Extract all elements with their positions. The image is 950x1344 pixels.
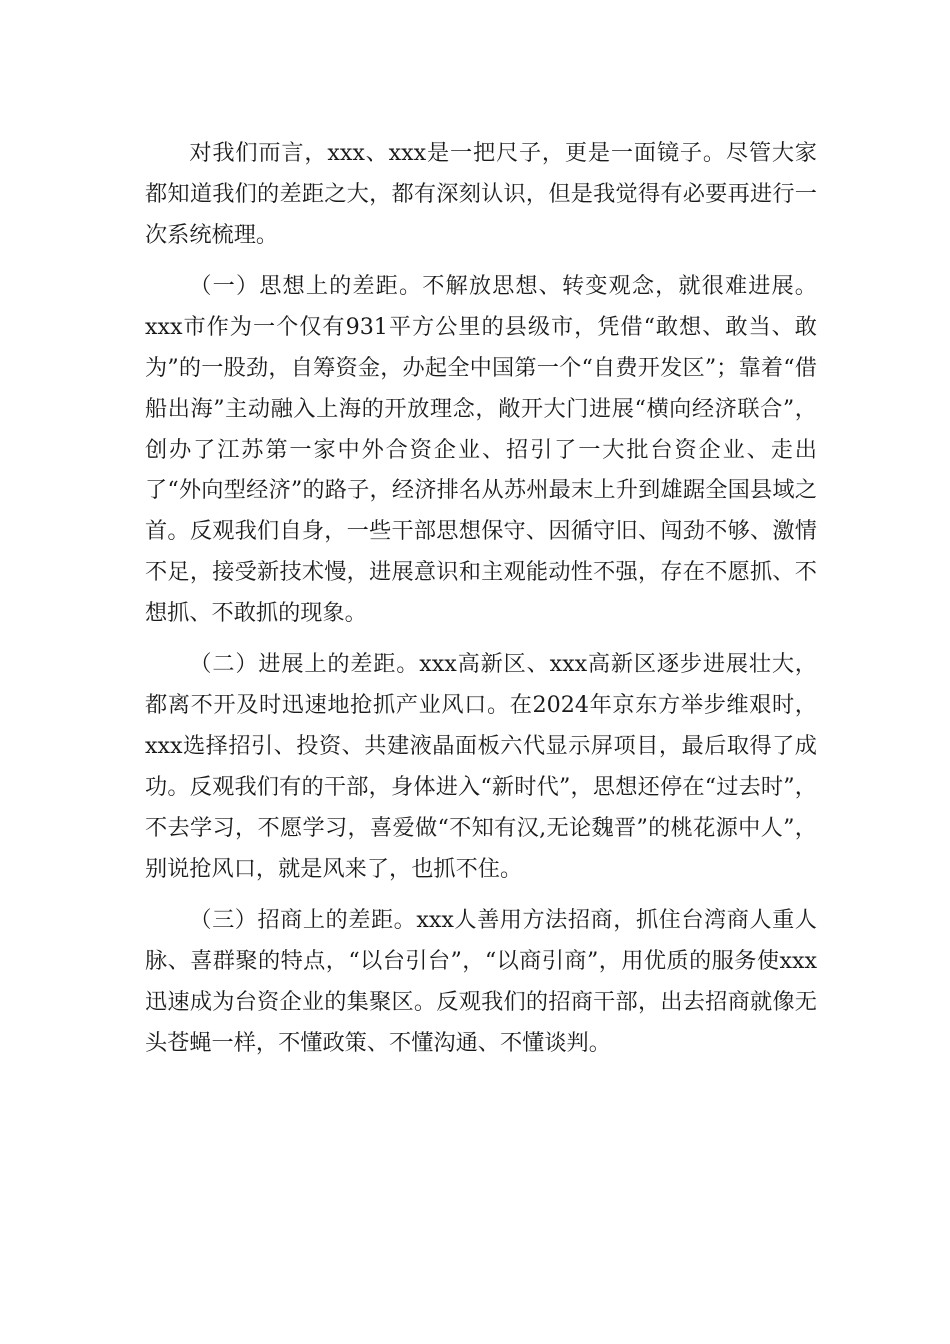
- document-body: [145, 133, 817, 1074]
- paragraph-intro: 对我们而言，xxx、xxx是一把尺子，更是一面镜子。尽管大家都知道我们的差距之大，都有深刻认识，但是我觉得有必要再进行一次系统梳理。: [145, 140, 817, 248]
- paragraph-development-gap: （二）进展上的差距。xxx高新区、xxx高新区逐步进展壮大，都离不开及时迅速地抢抓产业风口。在2024年京东方举步维艰时，xxx选择招引、投资、共建液晶面板六代显示屏项目，最后取得了成功。反观我们有的干部，身体进入“新时代”，思想还停在“过去时”，不去学习，不愿学习，喜爱做“不知有汉,无论魏晋”的桃花源中人”，别说抢风口，就是风来了，也抓不住。: [145, 651, 817, 882]
- paragraph-investment-gap: （三）招商上的差距。xxx人善用方法招商，抓住台湾商人重人脉、喜群聚的特点，“以台引台”，“以商引商”，用优质的服务使xxx迅速成为台资企业的集聚区。反观我们的招商干部，出去招商就像无头苍蝇一样，不懂政策、不懂沟通、不懂谈判。: [145, 906, 817, 1056]
- paragraph-thinking-gap: （一）思想上的差距。不解放思想、转变观念，就很难进展。xxx市作为一个仅有931平方公里的县级市，凭借“敢想、敢当、敢为”的一股劲，自筹资金，办起全中国第一个“自费开发区”；靠着“借船出海”主动融入上海的开放理念，敞开大门进展“横向经济联合”，创办了江苏第一家中外合资企业、招引了一大批台资企业、走出了“外向型经济”的路子，经济排名从苏州最末上升到雄踞全国县域之首。反观我们自身，一些干部思想保守、因循守旧、闯劲不够、激情不足，接受新技术慢，进展意识和主观能动性不强，存在不愿抓、不想抓、不敢抓的现象。: [145, 272, 817, 627]
